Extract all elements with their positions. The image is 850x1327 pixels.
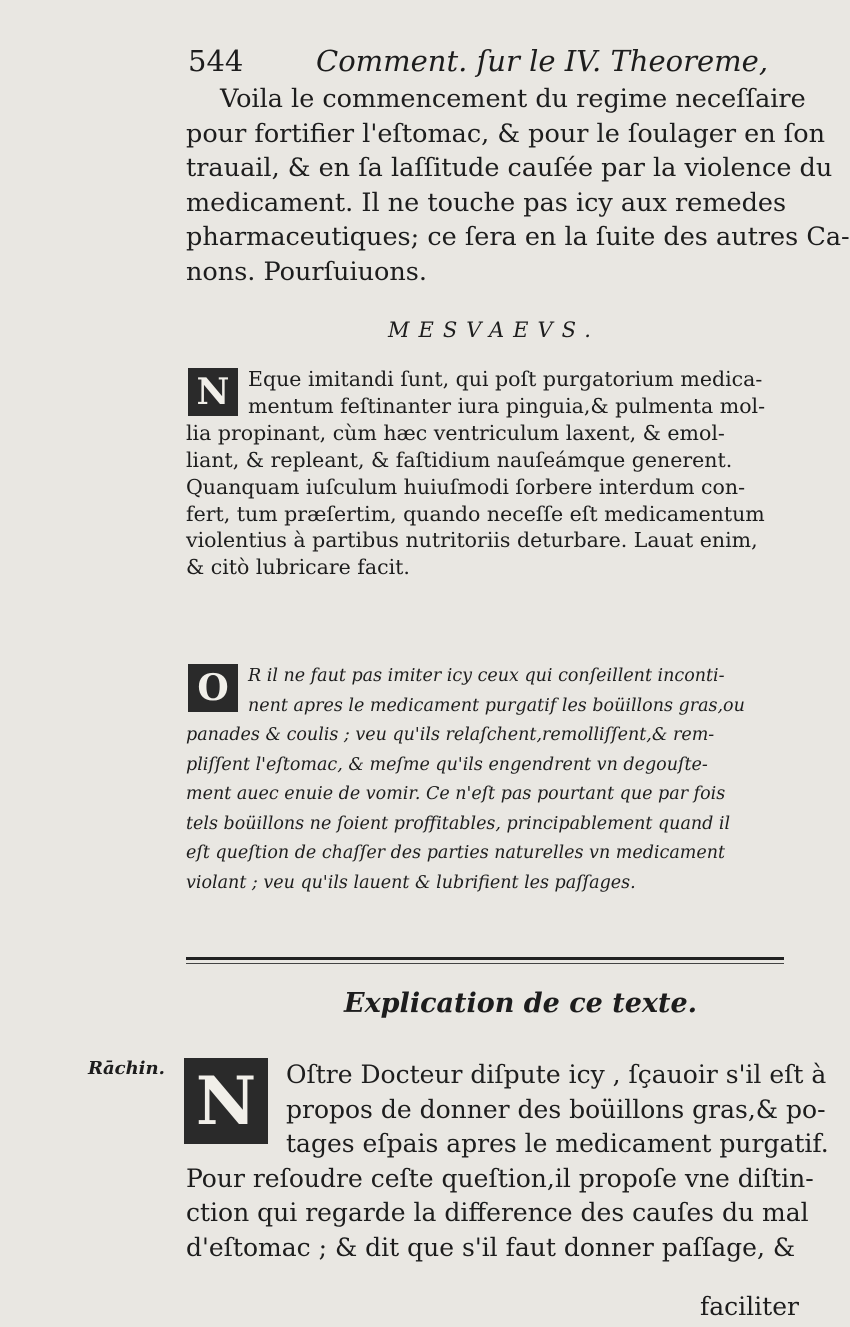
explanation-text	[186, 1058, 829, 1265]
running-title: Comment. ſur le IV. Theoreme,	[316, 44, 769, 78]
text-line: Pour reſoudre ceſte queſtion,il propoſe vne diſtin-	[186, 1163, 814, 1193]
text-line: medicament. Il ne touche pas icy aux remedes	[186, 187, 787, 218]
text-line: mentum feſtinanter iura pinguia,& pulmenta mol-	[248, 393, 766, 418]
text-line: tages eſpais apres le medicament purgatif.	[286, 1129, 829, 1158]
latin-text	[186, 366, 782, 581]
catchword: faciliter	[700, 1292, 799, 1321]
initial-letter: O	[197, 667, 229, 709]
text-line: nons. Pourſuiuons.	[186, 256, 427, 287]
divider-rule	[186, 957, 784, 960]
text-line: tels boüillons ne ſoient proffitables, principablement quand il	[186, 813, 731, 834]
text-line: ment auec enuie de vomir. Ce n'eſt pas pourtant que par fois	[186, 784, 726, 804]
text-line: eſt queſtion de chaſſer des parties naturelles vn medicament	[186, 843, 726, 863]
text-line: lia propinant, cùm hæc ventriculum laxent, & emol-	[186, 420, 725, 445]
text-line: & citò lubricare facit.	[186, 555, 410, 580]
text-line: propos de donner des boüillons gras,& po-	[286, 1094, 826, 1124]
text-line: Eque imitandi ſunt, qui poſt purgatorium medica-	[248, 367, 763, 391]
text-line: panades & coulis ; veu qu'ils relaſchent,remolliſſent,& rem-	[186, 725, 715, 745]
text-line: d'eſtomac ; & dit que s'il faut donner paſſage, &	[186, 1232, 796, 1262]
text-line: pour fortifier l'eſtomac, & pour le ſoulager en ſon	[186, 118, 826, 149]
text-line: ction qui regarde la difference des cauſes du mal	[186, 1198, 809, 1227]
text-line: nent apres le medicament purgatif les boüillons gras,ou	[248, 695, 745, 716]
french-translation	[186, 662, 782, 898]
text-line: Voila le commencement du regime neceſſaire	[220, 84, 806, 114]
text-line: fert, tum præſertim, quando neceſſe eſt medicamentum	[186, 501, 765, 526]
text-line: pharmaceutiques; ce ſera en la ſuite des autres Ca-	[186, 222, 850, 253]
page-number: 544	[188, 44, 244, 78]
text-line: liant, & repleant, & faſtidium nauſeámque generent.	[186, 447, 733, 472]
margin-note: Rāchin.	[88, 1058, 165, 1079]
text-line: R il ne faut pas imiter icy ceux qui conſeillent inconti-	[248, 666, 725, 686]
text-line: Oſtre Docteur diſpute icy , ſçauoir s'il eſt à	[286, 1060, 827, 1089]
initial-letter: N	[195, 1062, 257, 1140]
paragraph-intro	[186, 82, 850, 290]
text-line: violant ; veu qu'ils lauent & lubrifient les paſſages.	[186, 872, 636, 893]
section-title: MESVAEVS.	[388, 318, 600, 342]
text-line: trauail, & en ſa laſſitude cauſée par la violence du	[186, 153, 833, 184]
explanation-heading: Explication de ce texte.	[344, 988, 698, 1019]
text-line: Quanquam iuſculum huiuſmodi ſorbere interdum con-	[186, 474, 746, 499]
page-header	[188, 40, 788, 84]
divider-rule	[186, 963, 784, 964]
initial-letter: N	[196, 371, 230, 413]
text-line: pliſſent l'eſtomac, & meſme qu'ils engendrent vn degouſte-	[186, 754, 708, 775]
text-line: violentius à partibus nutritoriis deturbare. Lauat enim,	[186, 528, 758, 553]
